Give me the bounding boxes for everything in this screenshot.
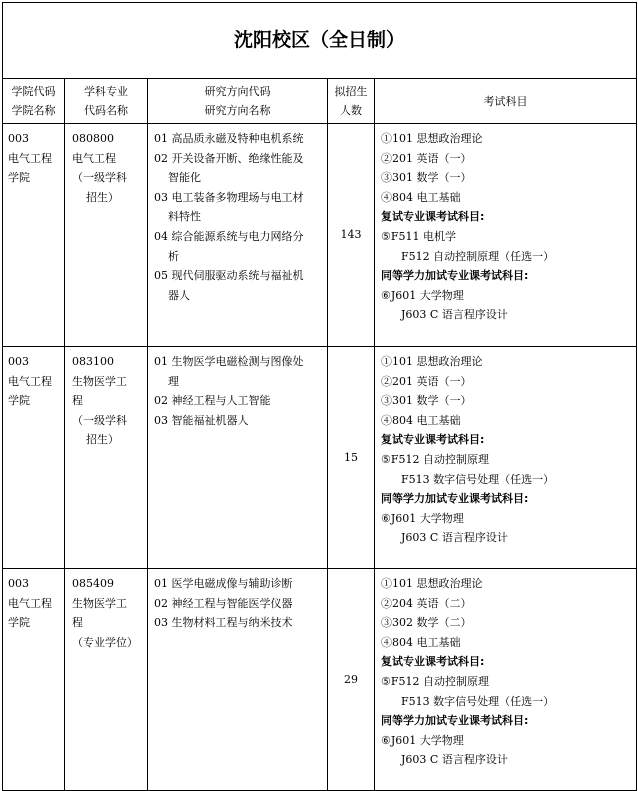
direction-item-cont: 析: [168, 249, 179, 263]
exam-subject: ②201 英语（一）: [381, 151, 472, 165]
equiv-title: 同等学力加试专业课考试科目:: [381, 714, 529, 728]
header-text: 拟招生: [334, 85, 368, 98]
direction-item-cont: 智能化: [168, 171, 201, 185]
exam-subject: ①101 思想政治理论: [381, 577, 483, 590]
quota-cell: 143: [328, 124, 375, 347]
college-cell: [3, 569, 65, 791]
major-type: 招生）: [86, 433, 119, 447]
college-name: 学院: [8, 394, 30, 408]
equiv-title: 同等学力加试专业课考试科目:: [381, 492, 529, 506]
major-name: 生物医学工: [72, 596, 127, 610]
exam-subject: ④804 电工基础: [381, 190, 461, 204]
major-type: 招生）: [86, 190, 119, 204]
major-name: 程: [72, 616, 83, 630]
exam-subject: ③302 数学（二）: [381, 616, 472, 630]
major-code: 080800: [72, 132, 114, 145]
college-name: 电气工程: [8, 374, 52, 388]
major-name: 电气工程: [72, 151, 116, 165]
quota-cell: 29: [328, 569, 375, 791]
direction-item: 02 神经工程与人工智能: [154, 394, 271, 408]
header-text: 代码名称: [84, 104, 128, 117]
exam-cell: [375, 347, 637, 569]
direction-item-cont: 料特性: [168, 210, 201, 224]
major-type: （专业学位）: [72, 635, 138, 649]
major-cell: [65, 347, 148, 569]
retest-subject: F513 数字信号处理（任选一）: [401, 472, 555, 486]
college-code: 003: [8, 577, 29, 590]
page-title: 沈阳校区（全日制）: [3, 3, 637, 79]
direction-item: 03 电工装备多物理场与电工材: [154, 190, 304, 204]
direction-item: 04 综合能源系统与电力网络分: [154, 229, 304, 243]
retest-subject: F513 数字信号处理（任选一）: [401, 694, 555, 708]
college-code: 003: [8, 355, 29, 368]
direction-item: 01 生物医学电磁检测与图像处: [154, 355, 304, 368]
header-college: [3, 79, 65, 124]
college-name: 学院: [8, 171, 30, 185]
retest-subject: ⑤F511 电机学: [381, 229, 456, 243]
exam-cell: [375, 124, 637, 347]
college-cell: [3, 347, 65, 569]
direction-item: 05 现代伺服驱动系统与福祉机: [154, 269, 304, 283]
direction-item: 02 开关设备开断、绝缘性能及: [154, 151, 304, 165]
direction-cell: [148, 569, 328, 791]
college-name: 学院: [8, 616, 30, 630]
major-code: 083100: [72, 355, 114, 368]
exam-subject: ①101 思想政治理论: [381, 355, 483, 368]
table-row: [3, 569, 637, 791]
header-exam: 考试科目: [375, 79, 637, 124]
header-direction: [148, 79, 328, 124]
exam-cell: [375, 569, 637, 791]
exam-subject: ④804 电工基础: [381, 635, 461, 649]
exam-subject: ①101 思想政治理论: [381, 132, 483, 145]
direction-cell: [148, 347, 328, 569]
direction-item: 01 高品质永磁及特种电机系统: [154, 132, 304, 145]
header-row: [3, 79, 637, 124]
exam-subject: ②201 英语（一）: [381, 374, 472, 388]
exam-subject: ②204 英语（二）: [381, 596, 472, 610]
direction-cell: [148, 124, 328, 347]
college-name: 电气工程: [8, 596, 52, 610]
header-quota: [328, 79, 375, 124]
header-text: 学院名称: [11, 104, 56, 117]
table-row: [3, 124, 637, 347]
table-row: [3, 347, 637, 569]
equiv-subject: J603 C 语言程序设计: [401, 531, 508, 545]
major-name: 生物医学工: [72, 374, 127, 388]
retest-subject: ⑤F512 自动控制原理: [381, 674, 489, 688]
equiv-subject: ⑥J601 大学物理: [381, 288, 464, 302]
college-cell: [3, 124, 65, 347]
retest-title: 复试专业课考试科目:: [381, 210, 485, 224]
exam-subject: ③301 数学（一）: [381, 171, 472, 185]
equiv-subject: J603 C 语言程序设计: [401, 308, 508, 322]
equiv-subject: J603 C 语言程序设计: [401, 753, 508, 767]
major-type: （一级学科: [72, 413, 127, 427]
retest-subject: F512 自动控制原理（任选一）: [401, 249, 555, 263]
retest-title: 复试专业课考试科目:: [381, 433, 485, 447]
equiv-title: 同等学力加试专业课考试科目:: [381, 269, 529, 283]
retest-title: 复试专业课考试科目:: [381, 655, 485, 669]
major-name: 程: [72, 394, 83, 408]
equiv-subject: ⑥J601 大学物理: [381, 511, 464, 525]
retest-subject: ⑤F512 自动控制原理: [381, 452, 489, 466]
header-text: 研究方向代码: [204, 85, 271, 98]
quota-cell: 15: [328, 347, 375, 569]
header-text: 学科专业: [84, 85, 128, 98]
major-type: （一级学科: [72, 171, 127, 185]
header-major: [65, 79, 148, 124]
major-cell: [65, 569, 148, 791]
direction-item: 01 医学电磁成像与辅助诊断: [154, 577, 293, 590]
major-cell: [65, 124, 148, 347]
header-text: 研究方向名称: [204, 104, 271, 117]
exam-subject: ③301 数学（一）: [381, 394, 472, 408]
direction-item: 03 生物材料工程与纳米技术: [154, 616, 293, 630]
admissions-table: [2, 2, 637, 791]
direction-item-cont: 理: [168, 374, 179, 388]
direction-item: 03 智能福祉机器人: [154, 413, 249, 427]
direction-item-cont: 器人: [168, 288, 190, 302]
equiv-subject: ⑥J601 大学物理: [381, 733, 464, 747]
exam-subject: ④804 电工基础: [381, 413, 461, 427]
major-code: 085409: [72, 577, 114, 590]
college-code: 003: [8, 132, 29, 145]
direction-item: 02 神经工程与智能医学仪器: [154, 596, 293, 610]
college-name: 电气工程: [8, 151, 52, 165]
header-text: 学院代码: [11, 85, 56, 98]
header-text: 人数: [340, 104, 362, 117]
